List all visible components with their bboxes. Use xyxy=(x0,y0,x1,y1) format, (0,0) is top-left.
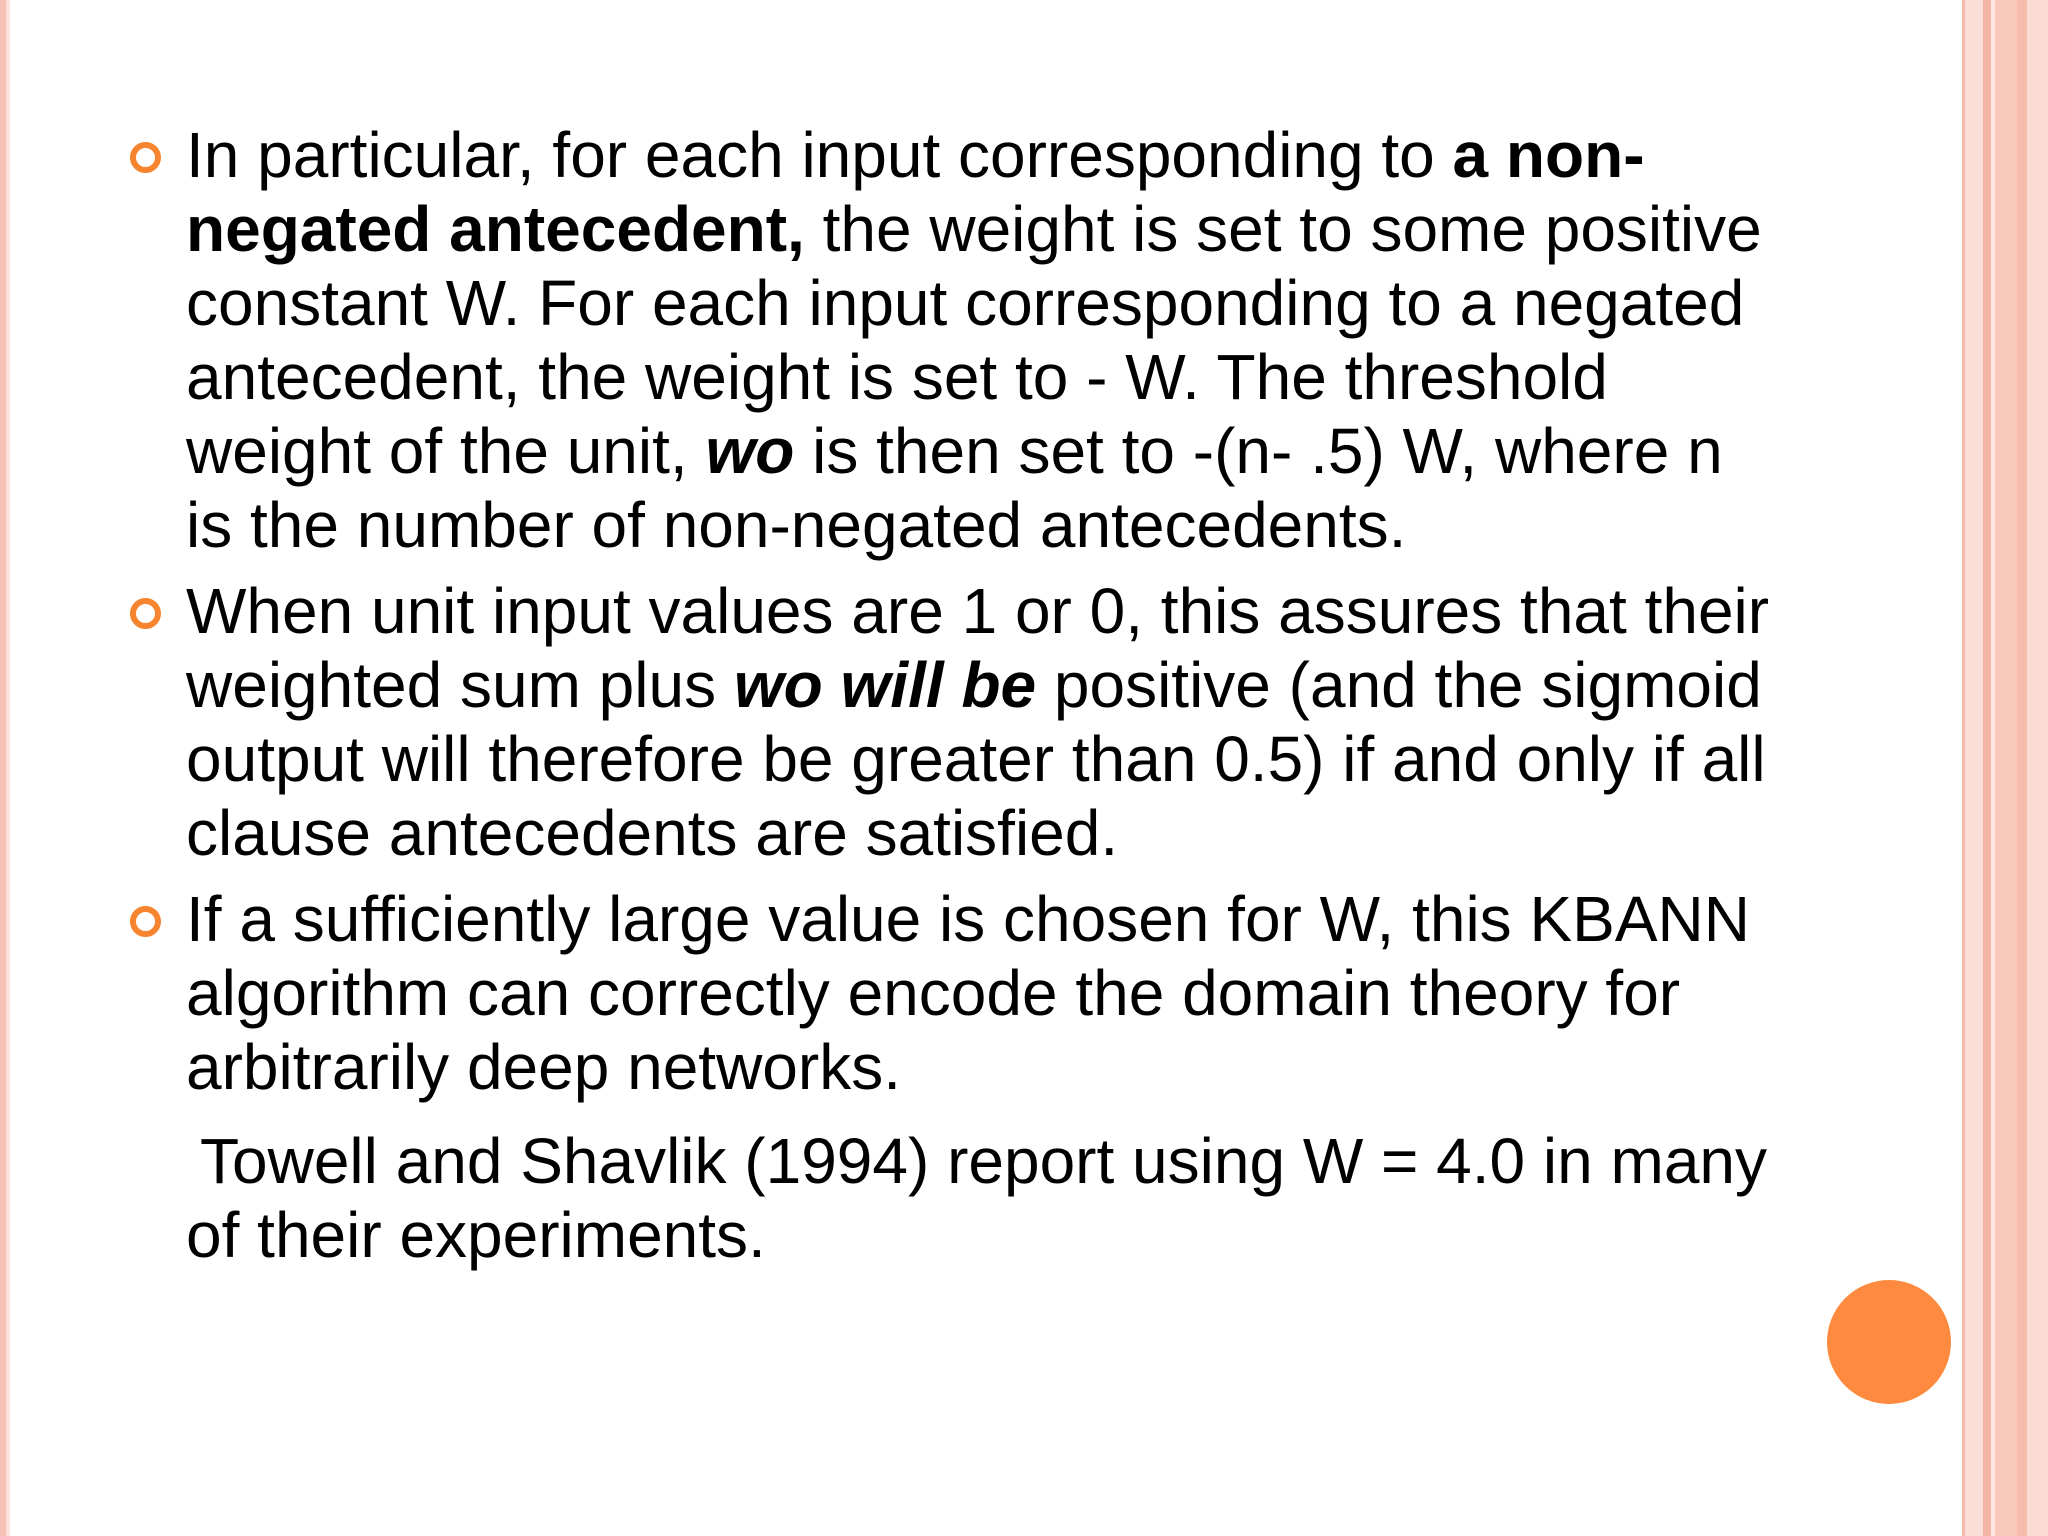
bold-phrase: a non-negated antecedent, xyxy=(186,119,1645,265)
bold-italic-term: wo will be xyxy=(733,649,1037,721)
right-border-stripe xyxy=(2017,0,2027,1536)
note-paragraph xyxy=(130,1124,1770,1272)
bullet-item-sigmoid xyxy=(130,574,1770,870)
hollow-circle-bullet-icon xyxy=(130,906,161,937)
bullet-text: In particular, for each input corresponding to a non-negated antecedent, the weight is set to some positive constant W. For each input corresponding to a negated antecedent, the weight is set to - W. The threshold weight of the unit, wo is then set to -(n- .5) W, where n is the number of non-negated antecedents. xyxy=(186,119,1762,561)
right-border-stripe xyxy=(2027,0,2048,1536)
slide-body xyxy=(130,118,1770,1272)
note-text: Towell and Shavlik (1994) report using W = 4.0 in many of their experiments. xyxy=(186,1125,1767,1271)
right-border-stripe xyxy=(1965,0,1983,1536)
bullet-text: When unit input values are 1 or 0, this assures that their weighted sum plus wo will be positive (and the sigmoid output will therefore be greater than 0.5) if and only if all clause antecedents are satisfied. xyxy=(186,575,1770,869)
bold-italic-term: wo xyxy=(705,415,795,487)
bullet-item-weights xyxy=(130,118,1770,562)
bullet-item-kbann xyxy=(130,882,1770,1104)
right-border-stripe xyxy=(1983,0,1991,1536)
hollow-circle-bullet-icon xyxy=(130,598,161,629)
orange-circle-decoration xyxy=(1827,1280,1951,1404)
right-border-stripe xyxy=(1995,0,2017,1536)
hollow-circle-bullet-icon xyxy=(130,142,161,173)
bullet-text: If a sufficiently large value is chosen for W, this KBANN algorithm can correctly encode the domain theory for arbitrarily deep networks. xyxy=(186,883,1750,1103)
